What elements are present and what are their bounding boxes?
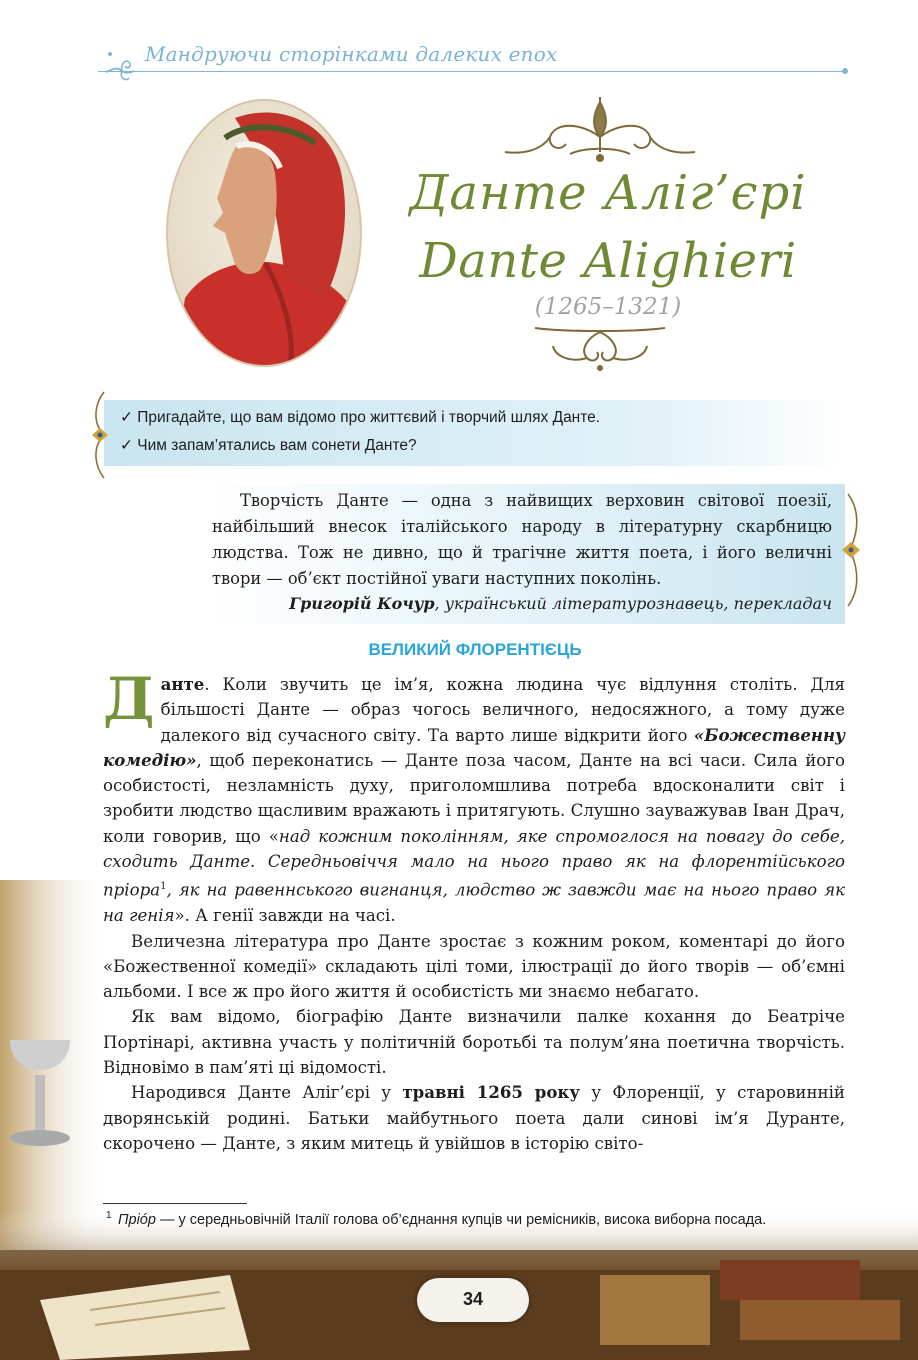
drop-cap: Д xyxy=(103,665,155,733)
ornament-bottom-icon xyxy=(525,318,675,376)
flourish-icon xyxy=(102,44,136,84)
paragraph-text: , щоб переконатись — Данте поза часом, Данте на всі часи. Сила його особистості, незламність духу, приголомшлива потреба вдосконалити світ і зробити людство щасливим вражають і притягують. Слушно зауважував Іван Драч, коли говорив, що « xyxy=(103,750,845,846)
bracket-ornament-icon xyxy=(86,390,116,480)
header-rule xyxy=(98,71,848,72)
footnote xyxy=(118,1210,845,1231)
paragraph-text: у Флоренції, у старовинній дворянській родині. Батьки майбутнього поета дали синові ім’я Дуранте, скорочено — Данте, з яким митець й увійшов в історію світо- xyxy=(103,1083,845,1153)
epigraph-author-name: Григорій Кочур xyxy=(289,594,435,613)
footnote-reference: 1 xyxy=(160,881,167,893)
work-title: «Божественну комедію» xyxy=(103,724,845,770)
question-item: ✓ Чим запам’ятались вам сонети Данте? xyxy=(120,437,417,454)
footnote-rule xyxy=(103,1203,247,1204)
epigraph-author-role: , український літературознавець, перекладач xyxy=(434,594,832,613)
quotation: , як на равеннського вигнанця, людство ж завжди має на нього право як на генія xyxy=(103,880,845,926)
author-name-original: Dante Alighieri xyxy=(419,233,797,289)
paragraph: Величезна література про Данте зростає з кожним роком, коментарі до його «Божественної комедії» складають цілі томи, ілюстрації до його творів — об’ємні альбоми. І все ж про його життя й особистість ми знаємо небагато. xyxy=(103,931,845,1002)
paragraph: Як вам відомо, біографію Данте визначили палке кохання до Беатріче Портінарі, активна участь у політичній боротьбі та полум’яна поетична творчість. Відновімо в пам’яті ці відомості. xyxy=(103,1007,845,1077)
page-number: 34 xyxy=(462,1289,484,1309)
footnote-term: Пріóр xyxy=(118,1212,156,1228)
bracket-ornament-icon xyxy=(836,490,866,610)
epigraph-author xyxy=(212,594,832,613)
running-header: Мандруючи сторінками далеких епох xyxy=(145,42,558,66)
paragraph-text: ». А генії завжди на часі. xyxy=(174,906,396,926)
footnote-mark: 1 xyxy=(106,1210,112,1221)
main-text xyxy=(103,665,845,1156)
paragraph-text: Народився Данте Аліг’єрі у xyxy=(131,1083,403,1103)
author-name-ukrainian: Данте Аліг’єрі xyxy=(409,165,807,221)
dante-portrait xyxy=(165,98,363,368)
header-dot xyxy=(842,68,848,74)
epigraph-text: Творчість Данте — одна з найвищих верховин світової поезії, найбільший внесок італійського народу в літературну скарбницю людства. Тож не дивно, що й трагічне життя поета, і його величні твори — об’єкт постійної уваги наступних поколінь. xyxy=(212,491,832,588)
quotation: над кожним поколінням, яке спромоглося на повагу до себе, сходить Данте. Середньовіччя мало на нього право як на флорентійського пріора xyxy=(103,826,845,900)
paragraph-text: . Коли звучить це ім’я, кожна людина чує відлуння століть. Для більшості Данте — образ чогось величного, недосяжного, а тому дуже далекого від сучасного світу. Та варто лише відкрити його xyxy=(160,675,845,745)
footnote-text: — у середньовічній Італії голова об’єднання купців чи ремісників, висока виборна посада. xyxy=(155,1212,767,1228)
section-heading: ВЕЛИКИЙ ФЛОРЕНТІЄЦЬ xyxy=(368,640,582,659)
bold-word: анте xyxy=(160,674,205,694)
birth-date: травні 1265 року xyxy=(402,1082,581,1103)
life-years: (1265–1321) xyxy=(534,294,682,320)
paragraph xyxy=(103,665,845,929)
paragraph xyxy=(103,1080,845,1156)
ornament-top-icon xyxy=(500,92,700,172)
question-item: ✓ Пригадайте, що вам відомо про життєвий і творчий шлях Данте. xyxy=(120,409,601,426)
